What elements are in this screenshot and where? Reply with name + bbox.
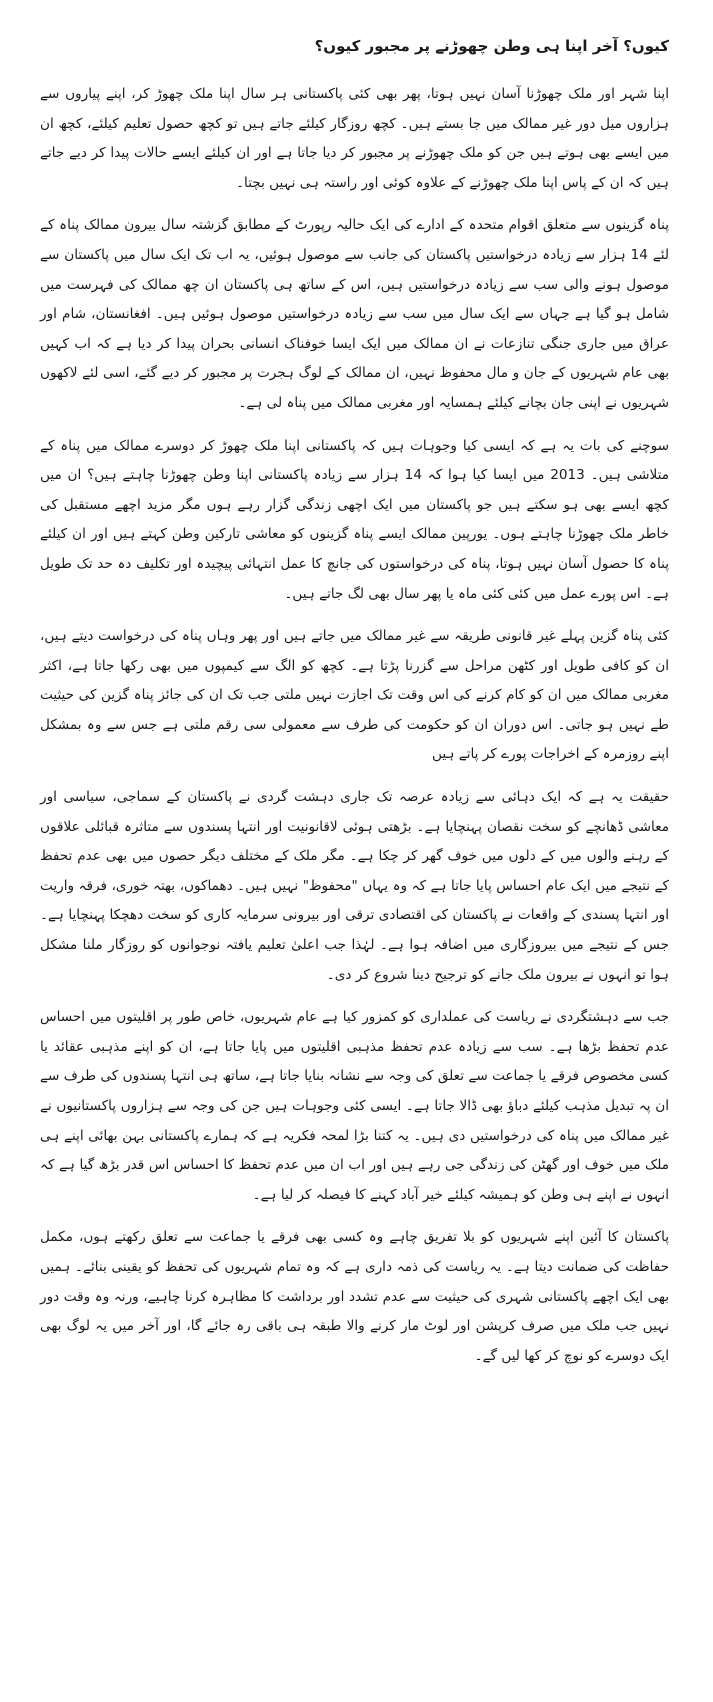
paragraph: جب سے دہشتگردی نے ریاست کی عملداری کو کمزور کیا ہے عام شہریوں، خاص طور پر اقلیتوں میں احساس عدم تحفظ بڑھا ہے۔ سب سے زیادہ عدم تحفظ مذہبی اقلیتوں میں پایا جاتا ہے، ان کو اپنے مذہبی عقائد یا کسی مخصوص فرقے یا جماعت سے تعلق کی وجہ سے نشانہ بنایا جاتا ہے، ساتھ ہی انتہا پسندوں کی طرف سے ان پہ تبدیل مذہب کیلئے دباؤ بھی ڈالا جاتا ہے۔ ایسی کئی وجوہات ہیں جن کی وجہ سے ہزاروں پاکستانیوں نے غیر ممالک میں پناہ کی درخواستیں دی ہیں۔ یہ کتنا بڑا لمحہ فکریہ ہے کہ ہمارے پاکستانی بہن بھائی اپنے ہی ملک میں خوف اور گھٹن کی زندگی جی رہے ہیں اور اب ان میں عدم تحفظ کا احساس اس قدر بڑھ گیا ہے کہ انہوں نے اپنے ہی وطن کو ہمیشہ کیلئے خیر آباد کہنے کا فیصلہ کر لیا ہے۔ xyxy=(40,1009,669,1203)
article-title: کیوں؟ آخر اپنا ہی وطن چھوڑنے پر مجبور کیوں؟ xyxy=(314,37,669,55)
paragraph: سوچنے کی بات یہ ہے کہ ایسی کیا وجوہات ہیں کہ پاکستانی اپنا ملک چھوڑ کر دوسرے ممالک میں پناہ کے متلاشی ہیں۔ 2013 میں ایسا کیا ہوا کہ 14 ہزار سے زیادہ پاکستانی اپنا وطن چھوڑنا چاہتے ہیں؟ ان میں کچھ ایسے بھی ہو سکتے ہیں جو پاکستان میں ایک اچھی زندگی گزار رہے ہوں مگر مزید اچھے مستقبل کی خاطر ملک چھوڑنا چاہتے ہوں۔ یورپین ممالک ایسے پناہ گزینوں کو معاشی تارکین وطن کہتے ہیں اور ان کیلئے پناہ کا حصول آسان نہیں ہوتا، پناہ کی درخواستوں کی جانچ کا عمل انتہائی پیچیدہ اور تکلیف دہ حد تک طویل ہے۔ اس پورے عمل میں کئی کئی ماہ یا پھر سال بھی لگ جاتے ہیں۔ xyxy=(40,437,670,602)
paragraph: اپنا شہر اور ملک چھوڑنا آسان نہیں ہوتا، پھر بھی کئی پاکستانی ہر سال اپنا ملک چھوڑ کر، اپنے پیاروں سے ہزاروں میل دور غیر ممالک میں جا بستے ہیں۔ کچھ روزگار کیلئے جاتے ہیں تو کچھ حصول تعلیم کیلئے، کچھ ان میں ایسے بھی ہوتے ہیں جن کو ملک چھوڑنے پر مجبور کر دیا جاتا ہے اور ان کیلئے ایسے حالات پیدا کر دیے جاتے ہیں کہ ان کے پاس اپنا ملک چھوڑنے کے علاوہ کوئی اور راستہ ہی نہیں بچتا۔ xyxy=(40,86,669,191)
paragraph: کئی پناہ گزین پہلے غیر قانونی طریقہ سے غیر ممالک میں جاتے ہیں اور پھر وہاں پناہ کی درخواست دیتے ہیں، ان کو کافی طویل اور کٹھن مراحل سے گزرنا پڑتا ہے۔ کچھ کو الگ سے کیمپوں میں بھی رکھا جاتا ہے، اکثر مغربی ممالک میں ان کو کام کرنے کی اس وقت تک اجازت نہیں ملتی جب تک ان کی جائز پناہ گزین کی حیثیت طے نہیں ہو جاتی۔ اس دوران ان کو حکومت کی طرف سے معمولی سی رقم ملتی ہے جس سے وہ بمشکل اپنے روزمرہ کے اخراجات پورے کر پاتے ہیں xyxy=(40,628,669,763)
paragraph: پاکستان کا آئین اپنے شہریوں کو بلا تفریق چاہے وہ کسی بھی فرقے یا جماعت سے تعلق رکھتے ہوں، مکمل حفاظت کی ضمانت دیتا ہے۔ یہ ریاست کی ذمہ داری ہے کہ وہ تمام شہریوں کی تحفظ کو یقینی بنائے۔ ہمیں بھی ایک اچھے پاکستانی شہری کی حیثیت سے عدم تشدد اور برداشت کا مظاہرہ کرنا چاہیے، ورنہ وہ وقت دور نہیں جب ملک میں صرف کرپشن اور لوٹ مار کرنے والا طبقہ ہی باقی رہ جائے گا، اور آخر میں یہ لوگ بھی ایک دوسرے کو نوچ کر کھا لیں گے۔ xyxy=(40,1229,669,1364)
paragraph: حقیقت یہ ہے کہ ایک دہائی سے زیادہ عرصہ تک جاری دہشت گردی نے پاکستان کے سماجی، سیاسی اور معاشی ڈھانچے کو سخت نقصان پہنچایا ہے۔ بڑھتی ہوئی لاقانونیت اور انتہا پسندوں سے متاثرہ قبائلی علاقوں کے رہنے والوں میں کے دلوں میں خوف گھر کر چکا ہے۔ مگر ملک کے مختلف دیگر حصوں میں بھی عدم تحفظ کے نتیجے میں ایک عام احساس پایا جاتا ہے کہ وہ یہاں "محفوظ" نہیں ہیں۔ دھماکوں، بھتہ خوری، فرقہ واریت اور انتہا پسندی کے واقعات نے پاکستان کی اقتصادی ترقی اور بیرونی سرمایہ کاری کو سخت دھچکا پہنچایا ہے۔ جس کے نتیجے میں بیروزگاری میں اضافہ ہوا ہے۔ لہٰذا جب اعلیٰ تعلیم یافتہ نوجوانوں کو روزگار ملنا مشکل ہوا تو انہوں نے بیرون ملک جانے کو ترجیح دینا شروع کر دی۔ xyxy=(40,789,669,983)
paragraph: پناہ گزینوں سے متعلق اقوام متحدہ کے ادارے کی ایک حالیہ رپورٹ کے مطابق گزشتہ سال بیرون ممالک پناہ کے لئے 14 ہزار سے زیادہ درخواستیں پاکستان کی جانب سے موصول ہوئیں، یہ اب تک ایک سال میں پاکستان سے موصول ہونے والی سب سے زیادہ درخواستیں ہیں، اس کے ساتھ ہی پاکستان ان چھ ممالک کی فہرست میں شامل ہو گیا ہے جہاں سے ایک سال میں سب سے زیادہ درخواستیں موصول ہوئیں ہیں۔ افغانستان، شام اور عراق میں جاری جنگی تنازعات نے ان ممالک میں ایک ایسا خوفناک انسانی بحران پیدا کر دیا ہے کہ اب کہیں بھی عام شہریوں کے جان و مال محفوظ نہیں، ان ممالک کے لوگ ہجرت پر مجبور کر دیے گئے، اسی لئے لاکھوں شہریوں نے اپنی جان بچانے کیلئے ہمسایہ اور مغربی ممالک میں پناہ لی ہے۔ xyxy=(40,217,670,411)
